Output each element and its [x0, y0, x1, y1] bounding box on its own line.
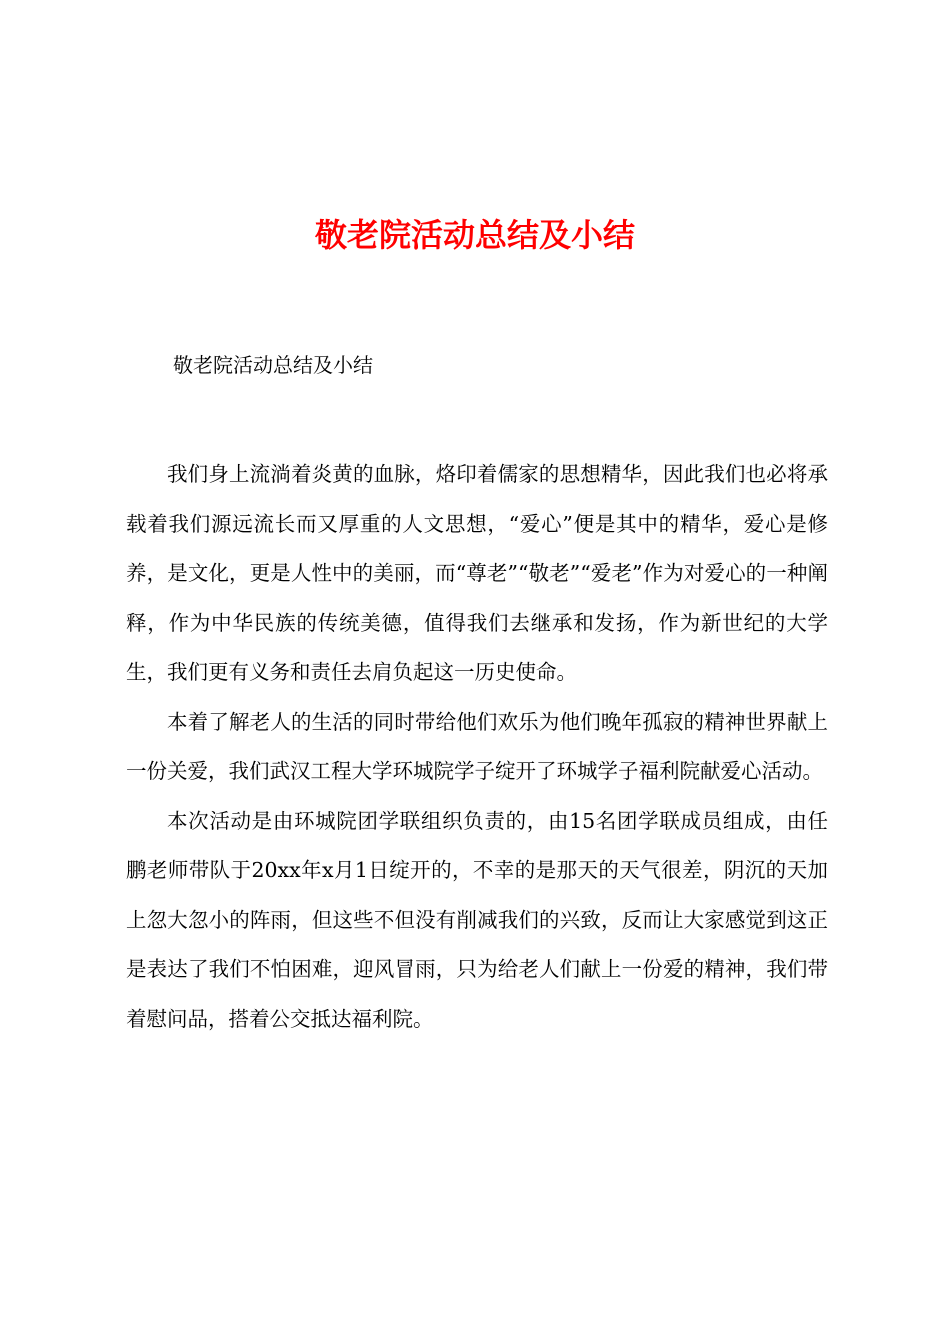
paragraph: 本次活动是由环城院团学联组织负责的，由15名团学联成员组成，由任鹏老师带队于20xx年x月1日绽开的，不幸的是那天的天气很差，阴沉的天加上忽大忽小的阵雨，但这些不但没有削减我们的兴致，反而让大家感觉到这正是表达了我们不怕困难，迎风冒雨，只为给老人们献上一份爱的精神，我们带着慰问品，搭着公交抵达福利院。 [126, 808, 828, 1031]
document-subtitle: 敬老院活动总结及小结 [173, 353, 373, 377]
paragraph: 我们身上流淌着炎黄的血脉，烙印着儒家的思想精华，因此我们也必将承载着我们源远流长而又厚重的人文思想，“爱心”便是其中的精华，爱心是修养，是文化，更是人性中的美丽，而“尊老”“敬老”“爱老”作为对爱心的一种阐释，作为中华民族的传统美德，值得我们去继承和发扬，作为新世纪的大学生，我们更有义务和责任去肩负起这一历史使命。 [126, 462, 828, 684]
document-body [126, 450, 828, 1044]
document-title: 敬老院活动总结及小结 [314, 216, 635, 254]
paragraph: 本着了解老人的生活的同时带给他们欢乐为他们晚年孤寂的精神世界献上一份关爱，我们武汉工程大学环城院学子绽开了环城学子福利院献爱心活动。 [126, 709, 828, 783]
